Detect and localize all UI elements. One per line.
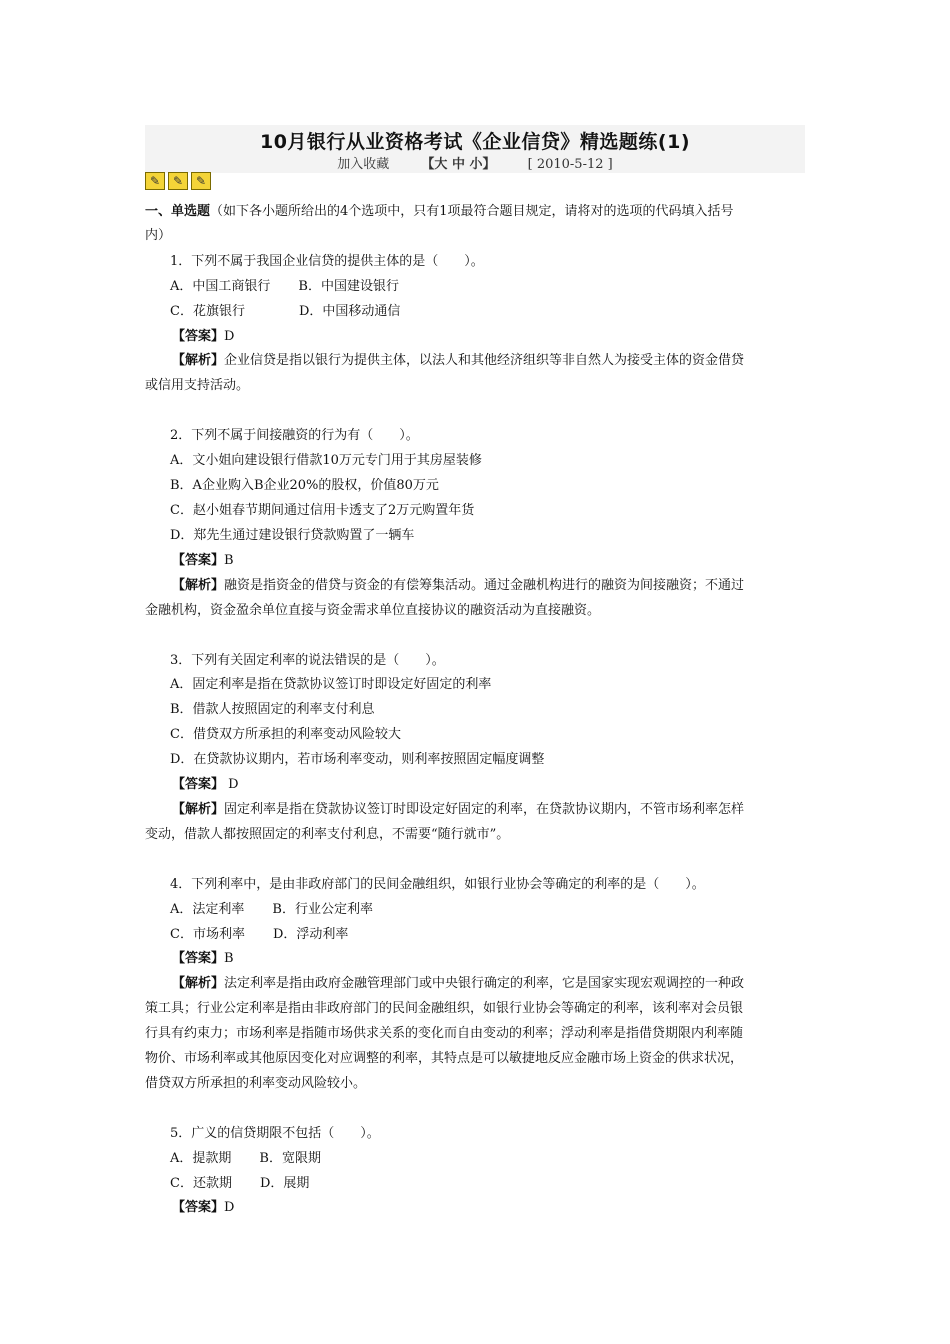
- option: D．中国移动通信: [298, 304, 401, 319]
- question-stem: 2．下列不属于间接融资的行为有（ ）。: [170, 428, 419, 443]
- analysis-text: 或信用支持活动。: [145, 378, 250, 393]
- article-meta: [145, 153, 805, 172]
- option: D．浮动利率: [272, 927, 349, 942]
- section-instruction-cont: 内）: [145, 228, 172, 243]
- option-row: [170, 304, 400, 320]
- option: A．固定利率是指在贷款协议签订时即设定好固定的利率: [170, 677, 492, 692]
- option-row: [170, 1151, 321, 1167]
- section-title: 一、单选题: [145, 204, 211, 219]
- pencil-icon[interactable]: ✎: [191, 172, 211, 190]
- analysis-text: 企业信贷是指以银行为提供主体，以法人和其他经济组织等非自然人为接受主体的资金借贷: [224, 353, 745, 368]
- analysis-text: 固定利率是指在贷款协议签订时即设定好固定的利率，在贷款协议期内，不管市场利率怎样: [224, 802, 745, 817]
- option: B．宽限期: [259, 1151, 321, 1166]
- option-row: [170, 279, 399, 295]
- analysis-row: [172, 976, 744, 992]
- option: A．法定利率: [170, 902, 245, 917]
- answer-row: [172, 951, 234, 967]
- add-favorite-link[interactable]: 加入收藏: [337, 157, 390, 172]
- answer-row: [172, 329, 234, 345]
- option: C．花旗银行: [170, 304, 245, 319]
- option: B．中国建设银行: [298, 279, 399, 294]
- analysis-text: 金融机构，资金盈余单位直接与资金需求单位直接协议的融资活动为直接融资。: [145, 603, 601, 618]
- answer-value: B: [224, 951, 234, 966]
- answer-value: B: [224, 553, 234, 568]
- option: C．借贷双方所承担的利率变动风险较大: [170, 727, 401, 742]
- option: C．还款期: [170, 1176, 232, 1191]
- option-row: [170, 927, 348, 943]
- analysis-label: 【解析】: [172, 802, 225, 817]
- answer-row: [172, 1200, 234, 1216]
- pencil-icon[interactable]: ✎: [145, 172, 165, 190]
- analysis-label: 【解析】: [172, 976, 225, 991]
- analysis-text: 借贷双方所承担的利率变动风险较小。: [145, 1076, 367, 1091]
- answer-label: 【答案】: [172, 329, 225, 344]
- analysis-row: [172, 353, 744, 369]
- answer-label: 【答案】: [172, 553, 225, 568]
- toolbar-icons: [145, 172, 211, 190]
- option: D．在贷款协议期内，若市场利率变动，则利率按照固定幅度调整: [170, 752, 545, 767]
- question-stem: 5．广义的信贷期限不包括（ ）。: [170, 1126, 380, 1141]
- answer-value: D: [224, 777, 239, 792]
- analysis-text: 策工具；行业公定利率是指由非政府部门的民间金融组织，如银行业协会等确定的利率，该利率对会员银: [145, 1001, 744, 1016]
- analysis-text: 行具有约束力；市场利率是指随市场供求关系的变化而自由变动的利率；浮动利率是指借贷期限内利率随: [145, 1026, 744, 1041]
- option: D．展期: [259, 1176, 310, 1191]
- answer-label: 【答案】: [172, 777, 225, 792]
- page-title: 10月银行从业资格考试《企业信贷》精选题练(1): [259, 131, 691, 153]
- section-heading: [145, 204, 734, 220]
- font-size-switch[interactable]: 【大 中 小】: [421, 157, 496, 172]
- option: B．借款人按照固定的利率支付利息: [170, 702, 375, 717]
- pencil-icon[interactable]: ✎: [168, 172, 188, 190]
- analysis-text: 法定利率是指由政府金融管理部门或中央银行确定的利率，它是国家实现宏观调控的一种政: [224, 976, 745, 991]
- option-row: [170, 902, 373, 918]
- question-stem: 3．下列有关固定利率的说法错误的是（ ）。: [170, 653, 445, 668]
- answer-label: 【答案】: [172, 951, 225, 966]
- question-stem: 1．下列不属于我国企业信贷的提供主体的是（ ）。: [170, 254, 484, 269]
- option: A．文小姐向建设银行借款10万元专门用于其房屋装修: [170, 453, 482, 468]
- analysis-row: [172, 802, 744, 818]
- option-row: [170, 1176, 309, 1192]
- answer-label: 【答案】: [172, 1200, 225, 1215]
- analysis-text: 变动，借款人都按照固定的利率支付利息，不需要“随行就市”。: [145, 827, 510, 842]
- analysis-label: 【解析】: [172, 578, 225, 593]
- option: B．行业公定利率: [272, 902, 373, 917]
- answer-value: D: [224, 1200, 235, 1215]
- answer-row: [172, 553, 234, 569]
- analysis-row: [172, 578, 744, 594]
- publish-date: [ 2010-5-12 ]: [527, 157, 613, 172]
- question-stem: 4．下列利率中，是由非政府部门的民间金融组织，如银行业协会等确定的利率的是（ ）。: [170, 877, 705, 892]
- option: A．提款期: [170, 1151, 232, 1166]
- analysis-text: 融资是指资金的借贷与资金的有偿筹集活动。通过金融机构进行的融资为间接融资；不通过: [224, 578, 745, 593]
- answer-row: [172, 777, 239, 793]
- option: C．市场利率: [170, 927, 245, 942]
- answer-value: D: [224, 329, 235, 344]
- section-instruction: （如下各小题所给出的4个选项中，只有1项最符合题目规定，请将对的选项的代码填入括号: [210, 204, 734, 219]
- option: C．赵小姐春节期间通过信用卡透支了2万元购置年货: [170, 503, 475, 518]
- analysis-text: 物价、市场利率或其他原因变化对应调整的利率，其特点是可以敏捷地反应金融市场上资金的供求状况，: [145, 1051, 744, 1066]
- analysis-label: 【解析】: [172, 353, 225, 368]
- option: B．A企业购入B企业20%的股权，价值80万元: [170, 478, 439, 493]
- option: A．中国工商银行: [170, 279, 271, 294]
- option: D．郑先生通过建设银行贷款购置了一辆车: [170, 528, 415, 543]
